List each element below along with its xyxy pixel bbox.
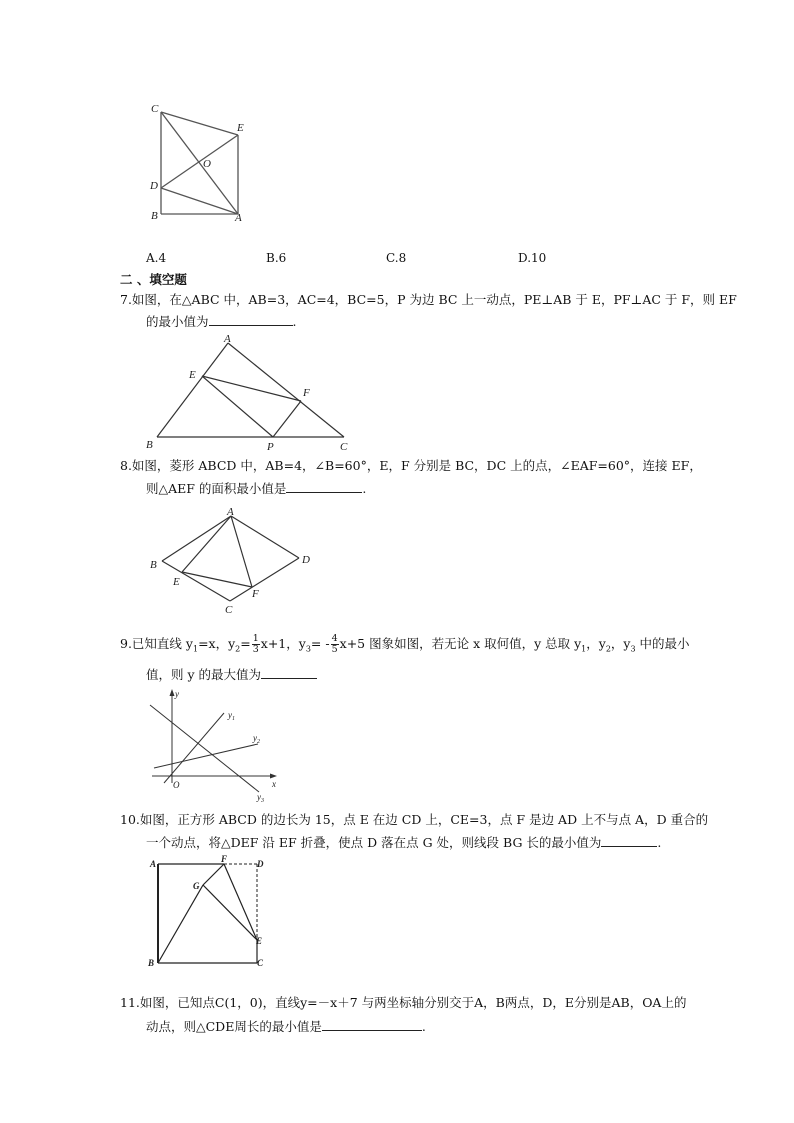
q9-line1 bbox=[120, 632, 690, 662]
q8-label-F: F bbox=[252, 588, 259, 600]
q11-line2-text: 动点，则△CDE周长的最小值是 bbox=[146, 1019, 322, 1034]
q9-label-y3-sub: 3 bbox=[261, 798, 264, 804]
q7-label-C: C bbox=[340, 441, 348, 453]
q9-label-y1-sub: 1 bbox=[232, 716, 235, 722]
q10-line-FE bbox=[224, 864, 257, 940]
q7-label-P: P bbox=[267, 441, 274, 453]
q10-line-GE bbox=[203, 885, 257, 940]
q8-line-AE bbox=[182, 516, 231, 572]
q7-line1: 7.如图，在△ABC 中，AB=3，AC=4，BC=5，P 为边 BC 上一动点，PE⊥AB 于 E，PF⊥AC 于 F，则 EF bbox=[120, 292, 737, 307]
q7-label-E: E bbox=[189, 369, 196, 381]
q9-label-y3-y: y bbox=[257, 792, 261, 802]
q7-label-A: A bbox=[224, 333, 231, 345]
q7-answer-blank[interactable] bbox=[209, 313, 293, 326]
fig6-line-CE bbox=[161, 112, 238, 135]
q7-label-F: F bbox=[303, 387, 310, 399]
q10-line2-text: 一个动点，将△DEF 沿 EF 折叠，使点 D 落在点 G 处，则线段 BG 长的最小值为 bbox=[146, 835, 602, 850]
q9-text-g: ，y bbox=[610, 636, 631, 651]
q10-line2 bbox=[146, 834, 661, 851]
q9-label-y2-y: y bbox=[253, 733, 257, 743]
q8-label-A: A bbox=[227, 506, 234, 518]
q9-label-y2-sub: 2 bbox=[257, 739, 260, 745]
q11-line1: 11.如图，已知点C(1，0)，直线y=－x＋7 与两坐标轴分别交于A，B两点，D，E分别是AB，OA上的 bbox=[120, 995, 687, 1010]
q8-label-E: E bbox=[173, 576, 180, 588]
q9-sub-2: 2 bbox=[235, 644, 241, 654]
q9-line2 bbox=[146, 666, 317, 683]
q8-line2-end: . bbox=[362, 481, 367, 496]
q11-line2-end: . bbox=[421, 1019, 426, 1034]
q7-line2-end: . bbox=[292, 314, 297, 329]
q9-sub-3: 3 bbox=[305, 644, 311, 654]
q10-label-E: E bbox=[256, 936, 263, 946]
q11-line2 bbox=[146, 1018, 426, 1035]
fig6-line-DE bbox=[161, 135, 238, 188]
option-b: B.6 bbox=[266, 251, 287, 265]
q11-answer-blank[interactable] bbox=[322, 1018, 422, 1031]
q9-label-y1 bbox=[227, 710, 235, 722]
q9-sub-6: 3 bbox=[630, 644, 636, 654]
q10-label-B: B bbox=[148, 958, 155, 968]
q8-label-C: C bbox=[225, 604, 233, 616]
q9-figure bbox=[140, 688, 290, 803]
q8-line-AB bbox=[162, 516, 231, 561]
q10-label-C: C bbox=[257, 958, 264, 968]
q7-label-B: B bbox=[146, 439, 153, 451]
q9-frac2-den: 5 bbox=[331, 644, 338, 655]
q6-figure bbox=[140, 100, 260, 225]
q7-figure bbox=[140, 333, 360, 453]
section-title: 二 、填空题 bbox=[120, 272, 187, 287]
q9-sub-4: 1 bbox=[581, 644, 587, 654]
fig6-label-C: C bbox=[151, 103, 159, 115]
fig6-label-A: A bbox=[235, 212, 242, 224]
fig6-line-CA bbox=[161, 112, 238, 214]
q7-line2 bbox=[146, 313, 297, 330]
q8-line-DC bbox=[230, 558, 299, 601]
q9-label-y: y bbox=[175, 689, 179, 699]
option-a: A.4 bbox=[146, 251, 167, 265]
q9-line-y3 bbox=[150, 705, 259, 792]
q9-label-O: O bbox=[173, 780, 180, 790]
q8-label-B: B bbox=[150, 559, 157, 571]
q8-answer-blank[interactable] bbox=[286, 480, 362, 493]
q10-line2-end: . bbox=[657, 835, 662, 850]
q9-text-pre: 9.已知直线 y bbox=[120, 636, 193, 651]
q10-label-A: A bbox=[150, 859, 157, 869]
q9-label-y3 bbox=[256, 792, 264, 804]
q9-text-f: ，y bbox=[586, 636, 606, 651]
q8-figure bbox=[145, 503, 325, 618]
q7-line-BA bbox=[157, 343, 228, 437]
q10-figure bbox=[140, 852, 280, 977]
q9-answer-blank[interactable] bbox=[261, 666, 317, 679]
q9-arrow-x bbox=[270, 774, 277, 779]
q9-frac2-num: 4 bbox=[331, 633, 338, 644]
fig6-label-D: D bbox=[150, 180, 158, 192]
q9-fraction-1 bbox=[252, 634, 260, 655]
q9-sub-1: 1 bbox=[192, 644, 199, 654]
option-d: D.10 bbox=[518, 251, 547, 265]
q9-text-a: =x，y bbox=[198, 636, 236, 651]
q9-text-e: x+5 图象如图，若无论 x 取何值，y 总取 y bbox=[339, 636, 582, 651]
q9-text-b: = bbox=[240, 636, 251, 651]
q7-line-FP bbox=[273, 401, 301, 437]
fig6-line-DA bbox=[161, 188, 238, 214]
q7-line-AC bbox=[228, 343, 344, 437]
q9-fraction-2 bbox=[331, 634, 339, 655]
q10-line-GF bbox=[203, 864, 224, 885]
q9-line-y2 bbox=[154, 744, 258, 768]
q7-line2-text: 的最小值为 bbox=[146, 314, 209, 329]
option-c: C.8 bbox=[386, 251, 407, 265]
q9-label-y1-y: y bbox=[228, 710, 232, 720]
q9-frac1-den: 3 bbox=[252, 644, 259, 655]
q8-line2 bbox=[146, 480, 366, 497]
q10-line-BG bbox=[158, 885, 203, 963]
q9-frac1-num: 1 bbox=[252, 633, 259, 644]
q9-text-c: x+1，y bbox=[260, 636, 306, 651]
q10-label-G: G bbox=[193, 881, 200, 891]
q9-text-d: = - bbox=[310, 636, 330, 651]
q8-line2-text: 则△AEF 的面积最小值是 bbox=[146, 481, 287, 496]
q10-label-F: F bbox=[221, 854, 228, 864]
q9-arrow-y bbox=[170, 689, 175, 696]
q10-label-D: D bbox=[257, 859, 264, 869]
q9-label-y2 bbox=[252, 733, 260, 745]
q9-line2-text: 值，则 y 的最大值为 bbox=[146, 667, 262, 682]
q10-line1: 10.如图，正方形 ABCD 的边长为 15，点 E 在边 CD 上，CE=3，点 F 是边 AD 上不与点 A，D 重合的 bbox=[120, 812, 709, 827]
fig6-label-B: B bbox=[151, 210, 158, 222]
fig6-label-O: O bbox=[203, 158, 211, 170]
fig6-label-E: E bbox=[237, 122, 244, 134]
q9-sub-5: 2 bbox=[605, 644, 611, 654]
q8-label-D: D bbox=[302, 554, 310, 566]
q8-line1: 8.如图，菱形 ABCD 中，AB=4，∠B=60°，E，F 分别是 BC，DC 上的点，∠EAF=60°，连接 EF， bbox=[120, 458, 702, 473]
q9-label-x: x bbox=[272, 779, 276, 789]
q10-answer-blank[interactable] bbox=[601, 834, 657, 847]
q9-text-h: 中的最小 bbox=[635, 636, 690, 651]
